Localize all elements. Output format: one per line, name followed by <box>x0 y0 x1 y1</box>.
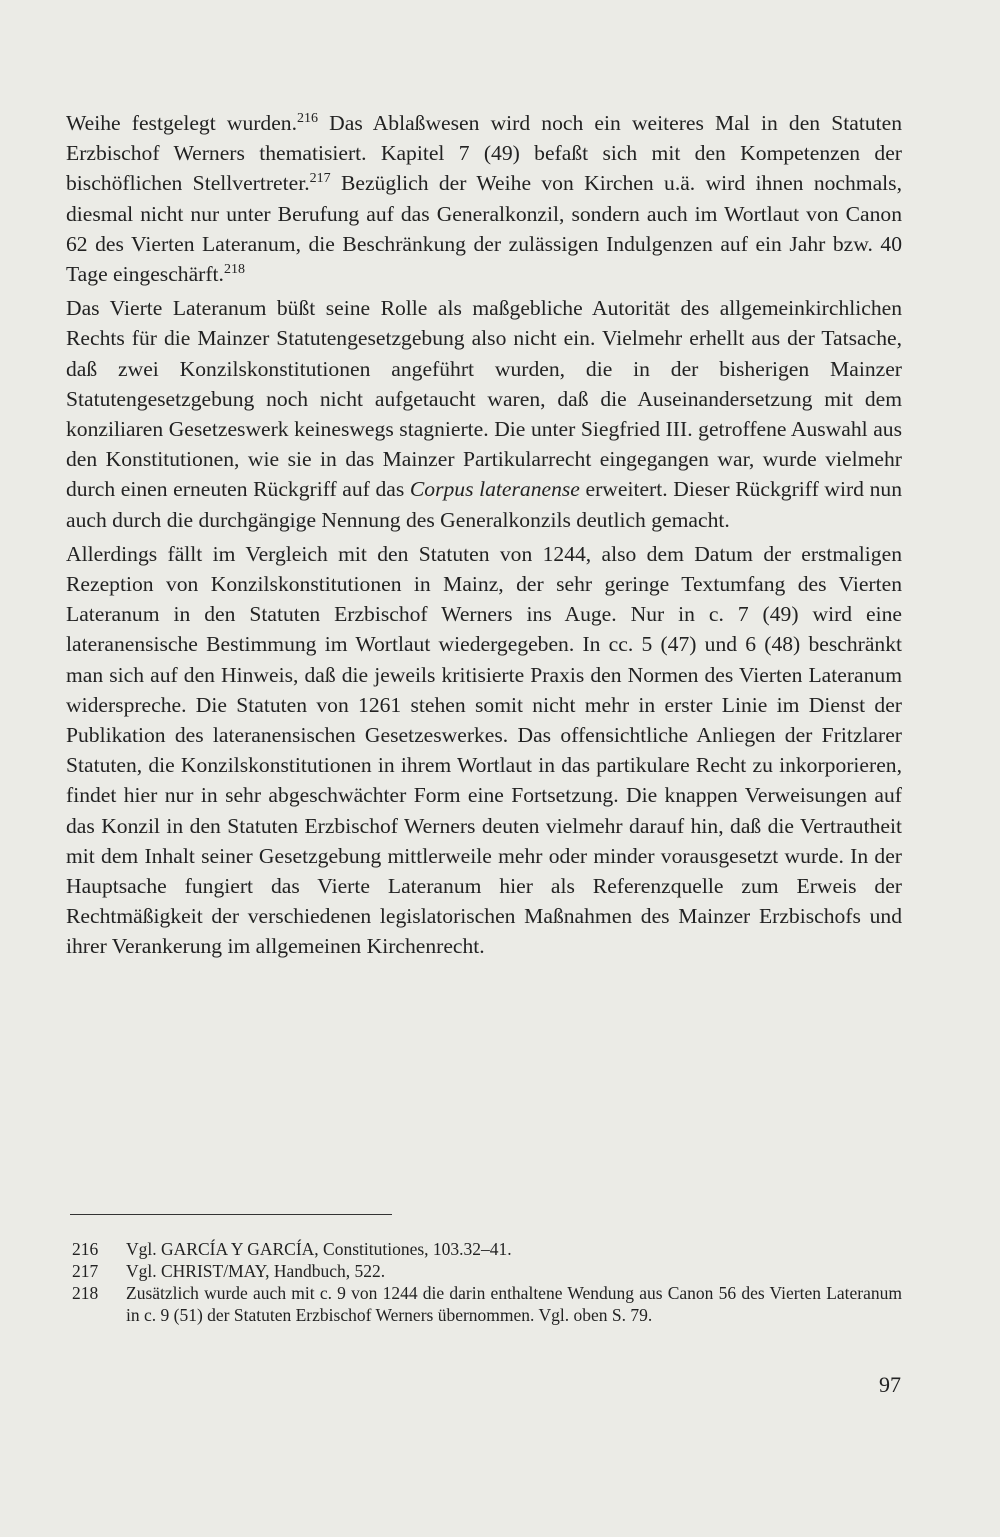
text-segment: Bezüglich der Weihe von Kirchen u.ä. wird ihnen nochmals, diesmal nicht nur unter Berufung auf das Generalkonzil, sondern auch im Wortlaut von Canon 62 des Vierten Lateranum, die Beschränkung der zulässigen Indulgenzen auf ein Jahr bzw. 40 Tage eingeschärft. <box>66 171 902 287</box>
footnote-text: Vgl. GARCÍA Y GARCÍA, Constitutiones, 103.32–41. <box>126 1239 512 1259</box>
footnote-reference: 216 <box>297 111 319 126</box>
text-segment: Das Ablaßwesen wird noch ein weiteres Mal in den Statuten Erzbischof Werners thematisiert. Kapitel 7 (49) befaßt sich mit den Kompetenzen der bischöflichen Stellvertreter. <box>66 111 902 196</box>
footnote-reference: 218 <box>223 262 245 278</box>
footnote <box>72 1282 902 1326</box>
paragraph <box>66 108 902 289</box>
footnote-number: 217 <box>72 1261 99 1281</box>
footnote-text: Vgl. CHRIST/MAY, Handbuch, 522. <box>126 1261 386 1281</box>
footnotes <box>72 1238 902 1326</box>
main-text <box>66 108 902 966</box>
text-segment: Weihe festgelegt wurden. <box>66 111 298 135</box>
text-segment: Allerdings fällt im Vergleich mit den Statuten von 1244, also dem Datum der erstmaligen Rezeption von Konzilskonstitutionen in Mainz, der sehr geringe Textumfang des Vierten Lateranum in den Statuten Erzbischof Werners ins Auge. Nur in c. 7 (49) wird eine lateranensische Bestimmung im Wortlaut wiedergegeben. In cc. 5 (47) und 6 (48) beschränkt man sich auf den Hinweis, daß die jeweils kritisierte Praxis den Normen des Vierten Lateranum widerspreche. Die Statuten von 1261 stehen somit nicht mehr in erster Linie im Dienst der Publikation des lateranensischen Gesetzeswerkes. Das offensichtliche Anliegen der Fritzlarer Statuten, die Konzilskonstitutionen in ihrem Wortlaut in das partikulare Recht zu inkorporieren, findet hier nur in sehr abgeschwächter Form eine Fortsetzung. Die knappen Verweisungen auf das Konzil in den Statuten Erzbischof Werners deuten vielmehr darauf hin, daß die Vertrautheit mit dem Inhalt seiner Gesetzgebung mittlerweile mehr oder minder vorausgesetzt wurde. In der Hauptsache fungiert das Vierte Lateranum hier als Referenzquelle zum Erweis der Rechtmäßigkeit der verschiedenen legislatorischen Maßnahmen des Mainzer Erzbischofs und ihrer Verankerung im allgemeinen Kirchenrecht. <box>66 541 902 959</box>
footnote <box>72 1238 902 1260</box>
text-segment: Das Vierte Lateranum büßt seine Rolle als maßgebliche Autorität des allgemeinkirchlichen Rechts für die Mainzer Statutengesetzgebung also nicht ein. Vielmehr erhellt aus der Tatsache, daß zwei Konzilskonstitutionen angeführt wurden, die in der bisherigen Mainzer Statutengesetzgebung noch nicht aufgetaucht waren, daß die Auseinandersetzung mit dem konziliaren Gesetzeswerk keineswegs stagnierte. Die unter Siegfried III. getroffene Auswahl aus den Konstitutionen, wie sie in das Mainzer Partikularrecht eingegangen war, wurde vielmehr durch einen erneuten Rückgriff auf das <box>66 296 902 502</box>
footnote-text: Zusätzlich wurde auch mit c. 9 von 1244 die darin enthaltene Wendung aus Canon 56 des Vierten Lateranum in c. 9 (51) der Statuten Erzbischof Werners übernommen. Vgl. oben S. 79. <box>126 1283 902 1325</box>
footnote-number: 218 <box>72 1283 99 1303</box>
emphasis-text: Corpus lateranense <box>409 477 580 502</box>
page-number: 97 <box>879 1372 901 1397</box>
footnote-number: 216 <box>72 1239 99 1259</box>
footnote-separator <box>70 1214 392 1215</box>
footnote-reference: 217 <box>309 171 331 187</box>
footnote <box>72 1260 902 1282</box>
text-segment: erweitert. Dieser Rückgriff wird nun auch durch die durchgängige Nennung des Generalkonzils deutlich gemacht. <box>66 477 902 532</box>
paragraph <box>66 539 902 962</box>
paragraph <box>66 293 902 535</box>
